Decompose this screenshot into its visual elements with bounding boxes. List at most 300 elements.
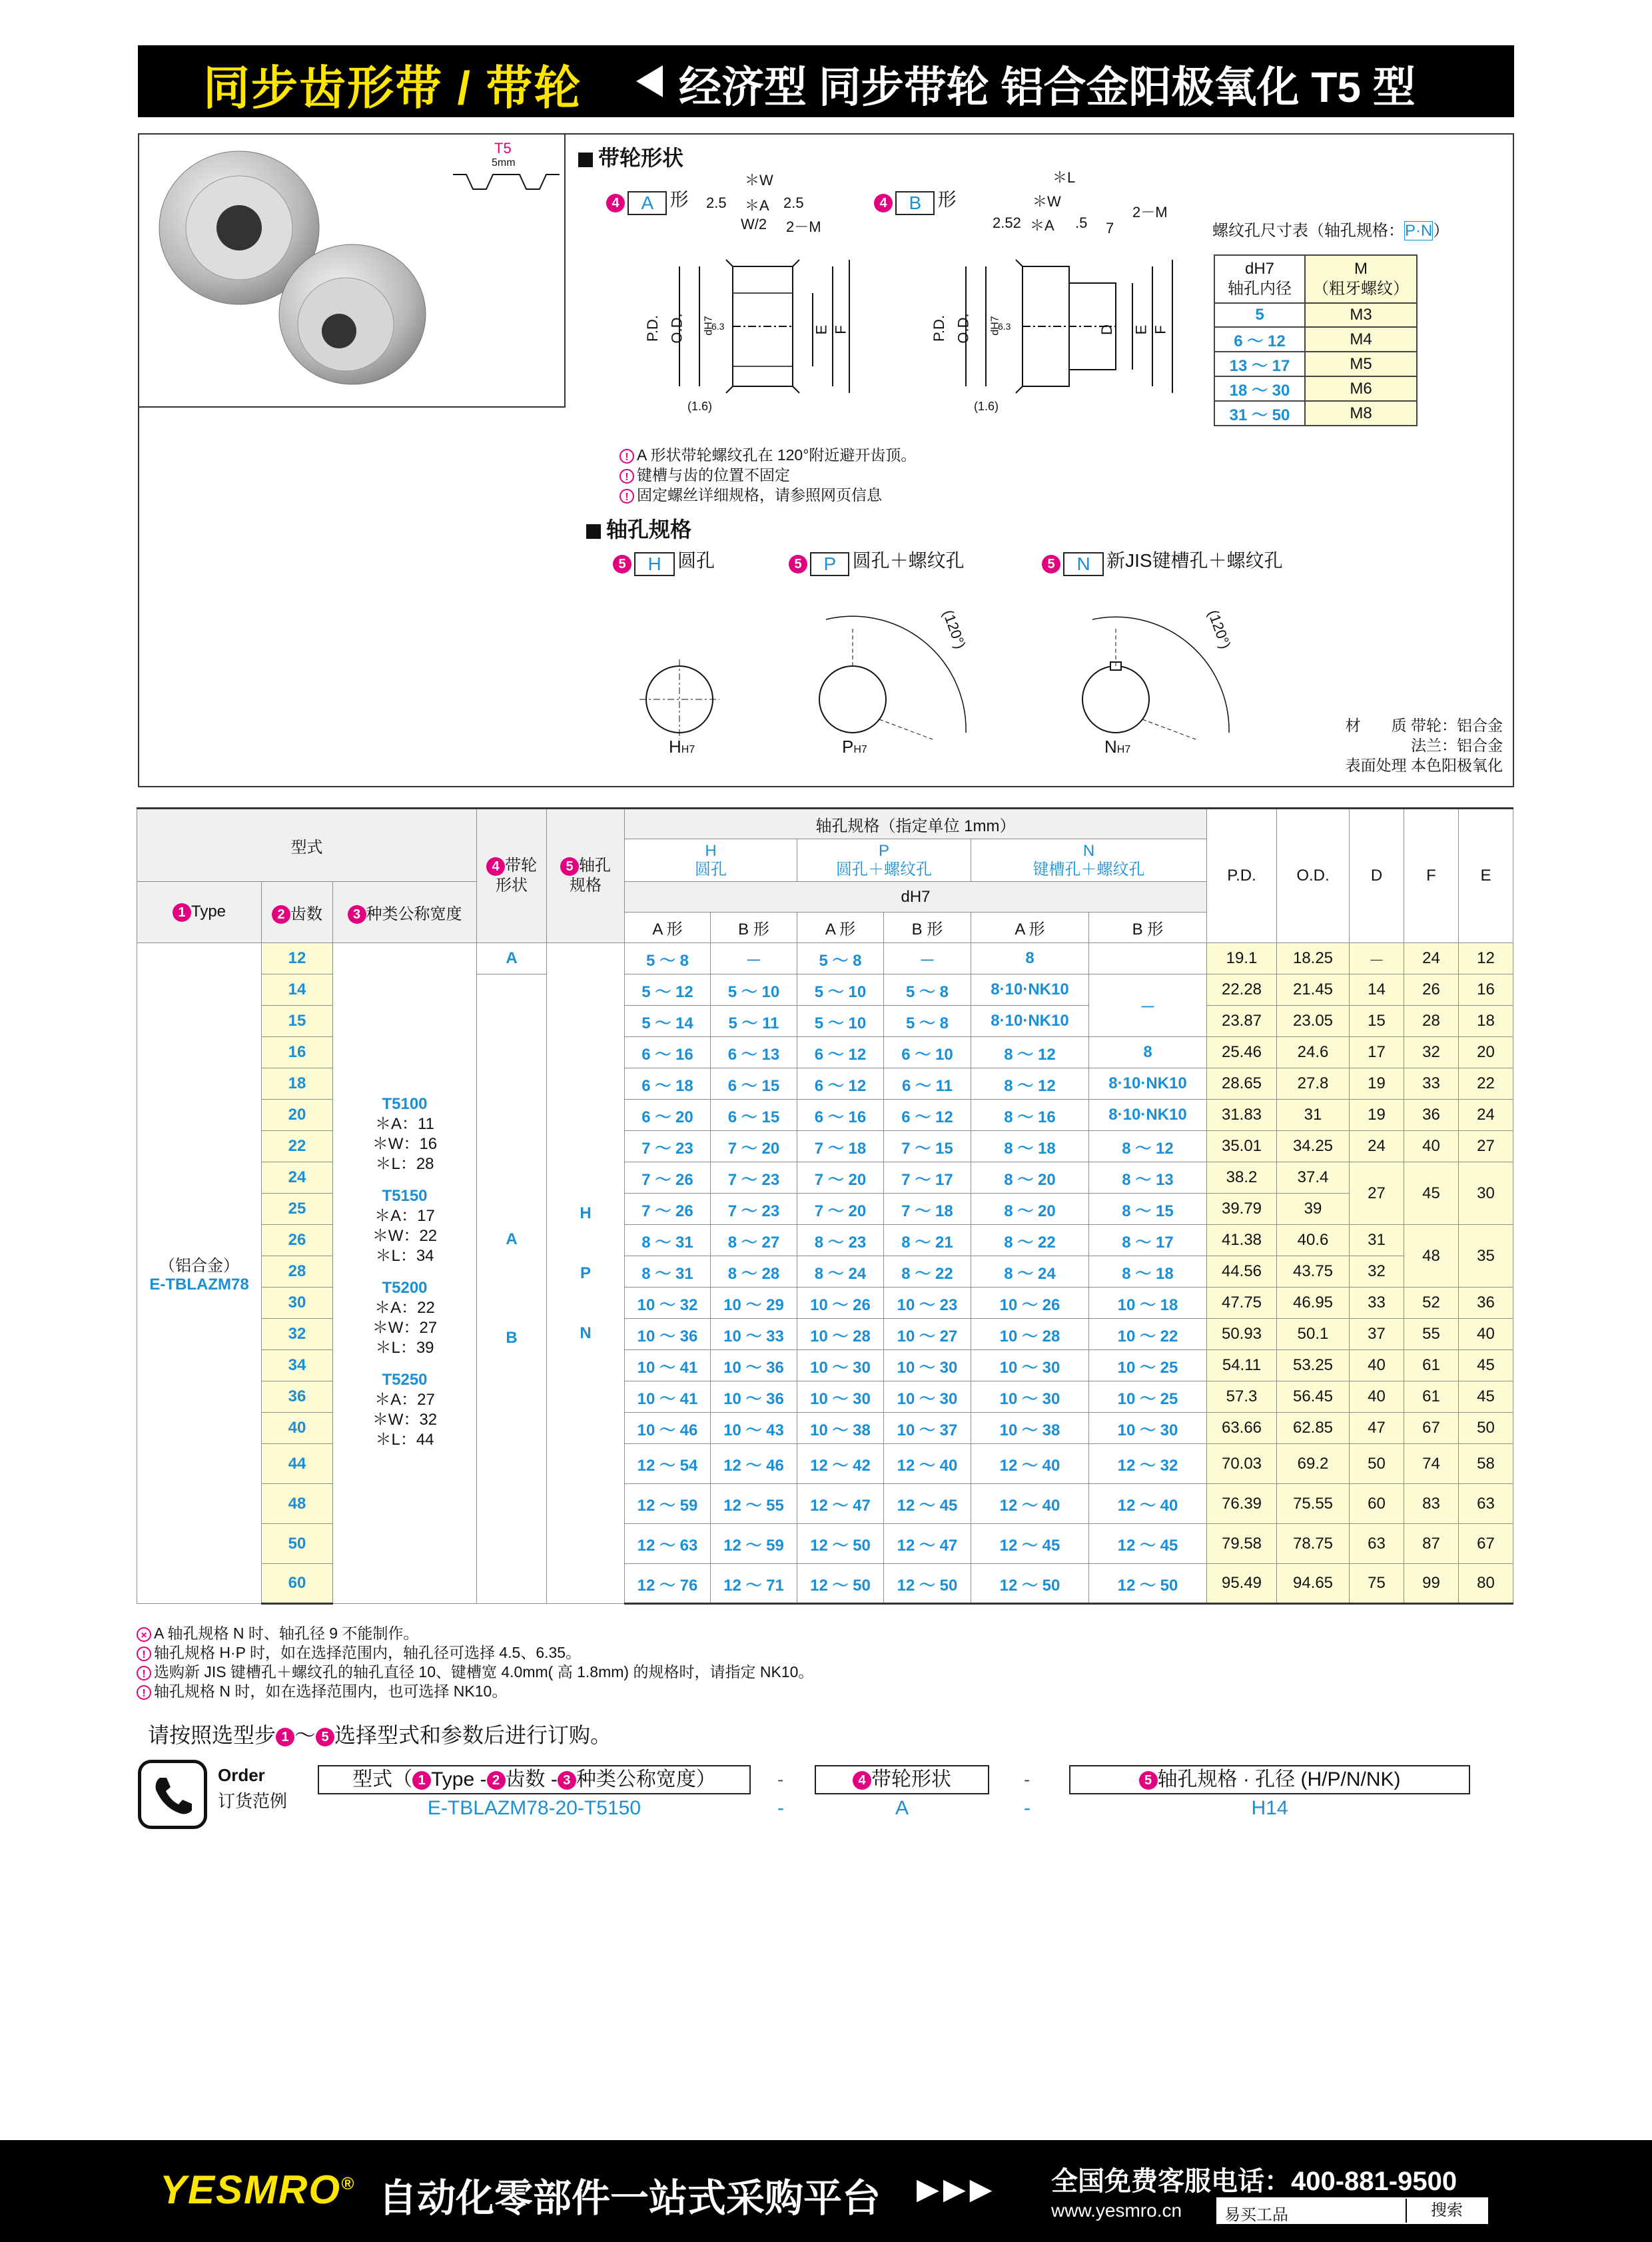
order-instruction [148, 1718, 612, 1749]
head-n-code: N [1082, 841, 1095, 860]
e-value: 67 [1459, 1524, 1513, 1564]
od-value: 62.85 [1277, 1413, 1350, 1444]
bore-p-a: 6 ～ 12 [797, 1068, 884, 1100]
head-p-code: P [878, 841, 889, 860]
bore-n-b: 10 ～ 22 [1089, 1319, 1207, 1350]
bore-h-a: 12 ～ 59 [625, 1484, 711, 1524]
dim-5: .5 [1075, 214, 1088, 231]
bore-h-a: 5 ～ 8 [625, 943, 711, 974]
teeth-count: 34 [262, 1350, 333, 1381]
bore-n-a: 8 [971, 943, 1089, 974]
bore-n-a: 8 ～ 12 [971, 1068, 1089, 1100]
step-4-badge: 4 [853, 1771, 871, 1790]
type-b-code: B [895, 191, 935, 215]
bore-h-a: 7 ～ 23 [625, 1131, 711, 1162]
od-value: 46.95 [1277, 1288, 1350, 1319]
series-material: （铝合金） [159, 1257, 239, 1275]
order-box-shape [815, 1765, 989, 1794]
bore-n-b: 8·10·NK10 [1089, 1068, 1207, 1100]
bore-h-b: 10 ～ 36 [711, 1350, 797, 1381]
order-box-type-t1: Type - [431, 1768, 487, 1790]
thread-caption-text: 螺纹孔尺寸表（轴孔规格： [1212, 222, 1404, 240]
bore-h-a: 10 ～ 41 [625, 1350, 711, 1381]
bore-p-b: 6 ～ 12 [884, 1100, 971, 1131]
bore-p-b: 12 ～ 50 [884, 1564, 971, 1604]
bore-h-b: 10 ～ 36 [711, 1381, 797, 1413]
bore-n-a: 10 ～ 30 [971, 1350, 1089, 1381]
bore-h-b: 5 ～ 11 [711, 1006, 797, 1037]
series-cell [137, 943, 262, 1604]
bore-n-b: 8·10·NK10 [1089, 1100, 1207, 1131]
profile-label: T5 [494, 140, 512, 157]
bore-h-a: 6 ～ 20 [625, 1100, 711, 1131]
f-value: 48 [1404, 1225, 1459, 1288]
square-bullet-icon [578, 153, 593, 167]
order-box-type-t2: 齿数 - [505, 1768, 558, 1790]
e-value: 27 [1459, 1131, 1513, 1162]
dim-dh7: dH7 [703, 316, 715, 336]
f-value: 45 [1404, 1162, 1459, 1225]
how-pre: 请按照选型步 [148, 1723, 276, 1747]
prohibit-icon: × [137, 1627, 151, 1642]
pd-value: 22.28 [1207, 974, 1277, 1006]
teeth-count: 22 [262, 1131, 333, 1162]
od-value: 43.75 [1277, 1256, 1350, 1288]
teeth-count: 44 [262, 1444, 333, 1484]
step-4-badge: 4 [486, 857, 505, 876]
dim-pd: P.D. [930, 315, 947, 342]
bore-h-b: 8 ～ 27 [711, 1225, 797, 1256]
order-cn: 订货范例 [218, 1791, 288, 1811]
width-name: T5250 [382, 1370, 428, 1389]
head-n [971, 839, 1207, 882]
order-val-type: E-TBLAZM78-20-T5150 [427, 1797, 641, 1819]
bore-code: H [634, 552, 674, 576]
bore-p-a: 7 ～ 20 [797, 1194, 884, 1225]
step-1-badge: 1 [412, 1771, 431, 1790]
search-input[interactable]: 易买工品 [1224, 2206, 1288, 2224]
dim-7: 7 [1106, 220, 1114, 236]
bore-n-b: 8 ～ 15 [1089, 1194, 1207, 1225]
how-mid: ～ [294, 1723, 316, 1747]
pd-value: 63.66 [1207, 1413, 1277, 1444]
e-value: 24 [1459, 1100, 1513, 1131]
pd-value: 76.39 [1207, 1484, 1277, 1524]
bore-h-b: 8 ～ 28 [711, 1256, 797, 1288]
width-cell [333, 943, 477, 1604]
head-a-form: A 形 [971, 913, 1089, 943]
pd-value: 57.3 [1207, 1381, 1277, 1413]
teeth-count: 16 [262, 1037, 333, 1068]
head-bore-text: 轴孔 规格 [570, 857, 611, 895]
teeth-count: 28 [262, 1256, 333, 1288]
brand-reg: ® [341, 2173, 356, 2193]
footnote [137, 1663, 813, 1682]
d-value: 24 [1350, 1131, 1404, 1162]
bore-n-b: － [1089, 974, 1207, 1037]
step-1-badge: 1 [173, 903, 191, 922]
bore-h-b: 6 ～ 13 [711, 1037, 797, 1068]
width-l: ＊L：39 [375, 1338, 434, 1357]
od-value: 24.6 [1277, 1037, 1350, 1068]
bore-n-b: 8 ～ 13 [1089, 1162, 1207, 1194]
bore-n-a: 8 ～ 16 [971, 1100, 1089, 1131]
order-box-type-pre: 型式（ [352, 1768, 413, 1790]
shape-note [620, 465, 916, 485]
teeth-count: 60 [262, 1564, 333, 1604]
width-l: ＊L：34 [375, 1246, 434, 1265]
step-1-badge: 1 [276, 1728, 294, 1746]
f-value: 55 [1404, 1319, 1459, 1350]
od-value: 40.6 [1277, 1225, 1350, 1256]
step-3-badge: 3 [558, 1771, 576, 1790]
bore-p-a: 7 ～ 20 [797, 1162, 884, 1194]
bore-p-a: 10 ～ 30 [797, 1381, 884, 1413]
bore-n-a: 12 ～ 40 [971, 1484, 1089, 1524]
bore-code-h: H [580, 1204, 592, 1222]
d-value: 63 [1350, 1524, 1404, 1564]
bore-drawings [626, 586, 1359, 766]
shape-note-text: 固定螺丝详细规格，请参照网页信息 [637, 486, 882, 504]
triangle-left-icon [636, 65, 663, 97]
teeth-count: 48 [262, 1484, 333, 1524]
bore-n-b: 12 ～ 32 [1089, 1444, 1207, 1484]
pd-value: 54.11 [1207, 1350, 1277, 1381]
footer-banner [0, 2140, 1652, 2242]
thread-caption-end: ） [1433, 222, 1449, 240]
bore-n-a: 8 ～ 12 [971, 1037, 1089, 1068]
dim-1-6: (1.6) [687, 400, 713, 413]
bore-tag-n [1042, 546, 1283, 576]
bore-p-b: 10 ～ 37 [884, 1413, 971, 1444]
order-box-type-t3: 种类公称宽度） [576, 1768, 716, 1790]
f-value: 61 [1404, 1381, 1459, 1413]
pd-value: 41.38 [1207, 1225, 1277, 1256]
shape-b: B [506, 1329, 518, 1347]
bore-p-a: 12 ～ 50 [797, 1524, 884, 1564]
f-value: 87 [1404, 1524, 1459, 1564]
dim-w-half: W/2 [741, 216, 767, 232]
width-w: ＊W：22 [372, 1226, 438, 1245]
square-bullet-icon [586, 524, 601, 539]
teeth-count: 18 [262, 1068, 333, 1100]
e-value: 30 [1459, 1162, 1513, 1225]
step-4-badge: 4 [606, 194, 625, 212]
d-value: 27 [1350, 1162, 1404, 1225]
footnote-text: 轴孔规格 N 时，如在选择范围内，也可选择 NK10。 [154, 1682, 508, 1700]
step-2-badge: 2 [487, 1771, 506, 1790]
bore-h-a: 10 ～ 32 [625, 1288, 711, 1319]
od-value: 21.45 [1277, 974, 1350, 1006]
e-value: 20 [1459, 1037, 1513, 1068]
bore-n-a: 12 ～ 50 [971, 1564, 1089, 1604]
bore-h-b: 10 ～ 29 [711, 1288, 797, 1319]
type-b-suffix: 形 [937, 189, 957, 210]
head-h-code: H [705, 841, 717, 860]
dim-2-5: 2.5 [783, 194, 804, 211]
bore-h-b: 12 ～ 46 [711, 1444, 797, 1484]
spec-table [137, 807, 1513, 1605]
footnote-text: A 轴孔规格 N 时、轴孔径 9 不能制作。 [154, 1625, 419, 1642]
thread-size: M8 [1305, 401, 1417, 426]
e-value: 36 [1459, 1288, 1513, 1319]
f-value: 26 [1404, 974, 1459, 1006]
dim-2-5: 2.5 [706, 194, 727, 211]
d-value: 60 [1350, 1484, 1404, 1524]
step-5-badge: 5 [613, 555, 631, 573]
type-a-code: A [627, 191, 667, 215]
thread-size-table [1214, 254, 1418, 426]
width-a: ＊A：17 [374, 1206, 435, 1225]
bore-n-b: 12 ～ 45 [1089, 1524, 1207, 1564]
f-value: 61 [1404, 1350, 1459, 1381]
bore-n-b: 12 ～ 40 [1089, 1484, 1207, 1524]
e-value: 58 [1459, 1444, 1513, 1484]
dim-a: ＊A [1030, 217, 1054, 234]
bore-p-b: － [884, 943, 971, 974]
angle-120-p: (120°) [939, 607, 969, 651]
head-n-sub: 键槽孔＋螺纹孔 [1032, 860, 1145, 879]
pd-value: 70.03 [1207, 1444, 1277, 1484]
brand-name: YESMRO [160, 2167, 342, 2212]
teeth-count: 26 [262, 1225, 333, 1256]
footer-slogan: 自动化零部件一站式采购平台 [378, 2177, 881, 2220]
head-b-form: B 形 [711, 913, 797, 943]
d-value: － [1350, 943, 1404, 974]
bore-code: P [810, 552, 849, 576]
footnote [137, 1624, 813, 1643]
d-value: 33 [1350, 1288, 1404, 1319]
bore-h-b: 7 ～ 23 [711, 1194, 797, 1225]
bore-h-b: 12 ～ 59 [711, 1524, 797, 1564]
bore-p-a: 10 ～ 26 [797, 1288, 884, 1319]
material-line: 法兰：铝合金 [1411, 737, 1503, 754]
step-4-badge: 4 [874, 194, 893, 212]
teeth-count: 30 [262, 1288, 333, 1319]
od-value: 18.25 [1277, 943, 1350, 974]
od-value: 23.05 [1277, 1006, 1350, 1037]
material-line: 表面处理 本色阳极氧化 [1345, 757, 1503, 774]
od-value: 50.1 [1277, 1319, 1350, 1350]
head-bore [547, 809, 625, 943]
od-value: 53.25 [1277, 1350, 1350, 1381]
head-t3 [333, 882, 477, 943]
width-w: ＊W：32 [372, 1410, 438, 1429]
teeth-count: 12 [262, 943, 333, 974]
thread-size: M6 [1305, 376, 1417, 401]
bore-spec-title-text: 轴孔规格 [606, 518, 692, 542]
f-value: 40 [1404, 1131, 1459, 1162]
teeth-count: 25 [262, 1194, 333, 1225]
shape-note [620, 485, 916, 505]
footnote [137, 1682, 813, 1701]
bore-n-a: 8 ～ 20 [971, 1194, 1089, 1225]
bore-n-b [1089, 943, 1207, 974]
bore-p-b: 12 ～ 40 [884, 1444, 971, 1484]
thread-head-m [1305, 255, 1417, 303]
dim-1-6: (1.6) [974, 400, 999, 413]
bore-p-a: 5 ～ 8 [797, 943, 884, 974]
e-value: 50 [1459, 1413, 1513, 1444]
search-button[interactable]: 搜索 [1406, 2199, 1487, 2223]
bore-label: 新JIS键槽孔＋螺纹孔 [1106, 550, 1283, 571]
od-value: 69.2 [1277, 1444, 1350, 1484]
footnotes [137, 1624, 813, 1701]
bore-n-b: 8 ～ 12 [1089, 1131, 1207, 1162]
bore-h-b: 7 ～ 20 [711, 1131, 797, 1162]
warning-icon: ! [620, 489, 634, 504]
bore-h-b: － [711, 943, 797, 974]
width-a: ＊A：22 [374, 1298, 435, 1317]
step-5-badge: 5 [316, 1728, 334, 1746]
bore-h-a: 10 ～ 36 [625, 1319, 711, 1350]
head-p-sub: 圆孔＋螺纹孔 [836, 860, 932, 879]
teeth-count: 15 [262, 1006, 333, 1037]
footnote-text: 选购新 JIS 键槽孔＋螺纹孔的轴孔直径 10、键槽宽 4.0mm( 高 1.8mm) 的规格时，请指定 NK10。 [154, 1663, 814, 1681]
thread-range: 6 ～ 12 [1214, 327, 1305, 352]
bore-n-a: 10 ～ 28 [971, 1319, 1089, 1350]
thread-range: 31 ～ 50 [1214, 401, 1305, 426]
bore-p-b: 12 ～ 47 [884, 1524, 971, 1564]
bore-n-b: 8 ～ 17 [1089, 1225, 1207, 1256]
dim-6-3: 6.3 [711, 321, 725, 332]
bore-h-a: 12 ～ 63 [625, 1524, 711, 1564]
bore-code: N [1063, 552, 1103, 576]
dim-e: E [1132, 324, 1150, 335]
bore-h-b: 7 ～ 23 [711, 1162, 797, 1194]
f-value: 28 [1404, 1006, 1459, 1037]
f-value: 52 [1404, 1288, 1459, 1319]
bore-h-a: 10 ～ 46 [625, 1413, 711, 1444]
thread-table-caption [1212, 217, 1449, 240]
thread-size: M3 [1305, 303, 1417, 327]
head-t3-text: 种类公称宽度 [366, 905, 462, 923]
bore-n-b: 8 ～ 18 [1089, 1256, 1207, 1288]
pd-value: 23.87 [1207, 1006, 1277, 1037]
bore-p-b: 5 ～ 8 [884, 1006, 971, 1037]
thread-caption-codes: P·N [1405, 222, 1433, 240]
step-2-badge: 2 [272, 905, 290, 924]
thread-head-m-a: M [1354, 260, 1368, 278]
width-name: T5100 [382, 1094, 428, 1113]
dim-dh7: dH7 [989, 316, 1001, 336]
head-od: O.D. [1277, 809, 1350, 943]
bore-p-b: 8 ～ 22 [884, 1256, 971, 1288]
step-5-badge: 5 [560, 857, 579, 876]
order-sep: - [1024, 1797, 1031, 1819]
thread-head-dh7 [1214, 255, 1305, 303]
thread-head-m-b: （粗牙螺纹） [1313, 280, 1409, 298]
footnote [137, 1643, 813, 1663]
bore-label: 圆孔 [677, 550, 715, 571]
od-value: 39 [1277, 1194, 1350, 1225]
od-value: 56.45 [1277, 1381, 1350, 1413]
brand-logo [160, 2167, 355, 2213]
bore-dim-p [842, 737, 867, 757]
pd-value: 38.2 [1207, 1162, 1277, 1194]
e-value: 35 [1459, 1225, 1513, 1288]
bore-code-p: P [580, 1264, 591, 1282]
order-box-bore [1069, 1765, 1470, 1794]
dim-od: O.D. [668, 313, 685, 344]
shape-note-text: 键槽与齿的位置不固定 [637, 466, 790, 484]
bore-p-a: 6 ～ 16 [797, 1100, 884, 1131]
d-value: 75 [1350, 1564, 1404, 1604]
dim-pd: P.D. [643, 315, 661, 342]
bore-dim-tol: H7 [853, 744, 867, 755]
head-e: E [1459, 809, 1513, 943]
f-value: 36 [1404, 1100, 1459, 1131]
bore-p-b: 8 ～ 21 [884, 1225, 971, 1256]
drawing-type-a [626, 167, 866, 433]
warning-icon: ! [620, 469, 634, 484]
bore-h-b: 6 ～ 15 [711, 1100, 797, 1131]
head-bore-spec: 轴孔规格（指定单位 1mm） [625, 809, 1207, 839]
bore-dim-tol: H7 [681, 744, 695, 755]
d-value: 32 [1350, 1256, 1404, 1288]
teeth-count: 40 [262, 1413, 333, 1444]
bore-codes-cell [547, 943, 625, 1604]
bore-n-a: 10 ～ 30 [971, 1381, 1089, 1413]
od-value: 78.75 [1277, 1524, 1350, 1564]
dim-2m: 2－M [786, 218, 821, 235]
bore-h-b: 12 ～ 71 [711, 1564, 797, 1604]
od-value: 27.8 [1277, 1068, 1350, 1100]
phone-icon [138, 1760, 207, 1829]
teeth-count: 32 [262, 1319, 333, 1350]
f-value: 33 [1404, 1068, 1459, 1100]
material-info [1326, 715, 1503, 775]
footer-site-link[interactable]: www.yesmro.cn [1051, 2200, 1182, 2221]
hotline-label: 全国免费客服电话： [1051, 2167, 1291, 2196]
shape-notes [620, 445, 916, 505]
d-value: 19 [1350, 1100, 1404, 1131]
pd-value: 35.01 [1207, 1131, 1277, 1162]
d-value: 37 [1350, 1319, 1404, 1350]
bore-p-a: 10 ～ 30 [797, 1350, 884, 1381]
bore-tag-p [789, 546, 965, 576]
teeth-count: 14 [262, 974, 333, 1006]
bore-p-b: 7 ～ 17 [884, 1162, 971, 1194]
head-t1 [137, 882, 262, 943]
order-val-shape: A [895, 1797, 909, 1819]
thread-range: 13 ～ 17 [1214, 352, 1305, 376]
dim-2-52: 2.52 [993, 214, 1021, 231]
width-a: ＊A：27 [374, 1390, 435, 1409]
pd-value: 79.58 [1207, 1524, 1277, 1564]
e-value: 16 [1459, 974, 1513, 1006]
od-value: 31 [1277, 1100, 1350, 1131]
bore-n-a: 12 ～ 40 [971, 1444, 1089, 1484]
profile-pitch: 5mm [492, 157, 516, 169]
bore-p-a: 12 ～ 47 [797, 1484, 884, 1524]
bore-dim-letter: P [842, 737, 854, 757]
order-box-shape-text: 带轮形状 [871, 1768, 951, 1790]
footer-search [1216, 2197, 1488, 2224]
thread-range: 5 [1214, 303, 1305, 327]
od-value: 75.55 [1277, 1484, 1350, 1524]
d-value: 40 [1350, 1350, 1404, 1381]
order-example [138, 1760, 1470, 1826]
thread-range: 18 ～ 30 [1214, 376, 1305, 401]
bore-p-b: 10 ～ 30 [884, 1381, 971, 1413]
shape-a: A [477, 943, 547, 974]
width-name: T5150 [382, 1186, 428, 1205]
bore-h-a: 6 ～ 16 [625, 1037, 711, 1068]
teeth-count: 50 [262, 1524, 333, 1564]
bore-p-b: 6 ～ 10 [884, 1037, 971, 1068]
pd-value: 44.56 [1207, 1256, 1277, 1288]
